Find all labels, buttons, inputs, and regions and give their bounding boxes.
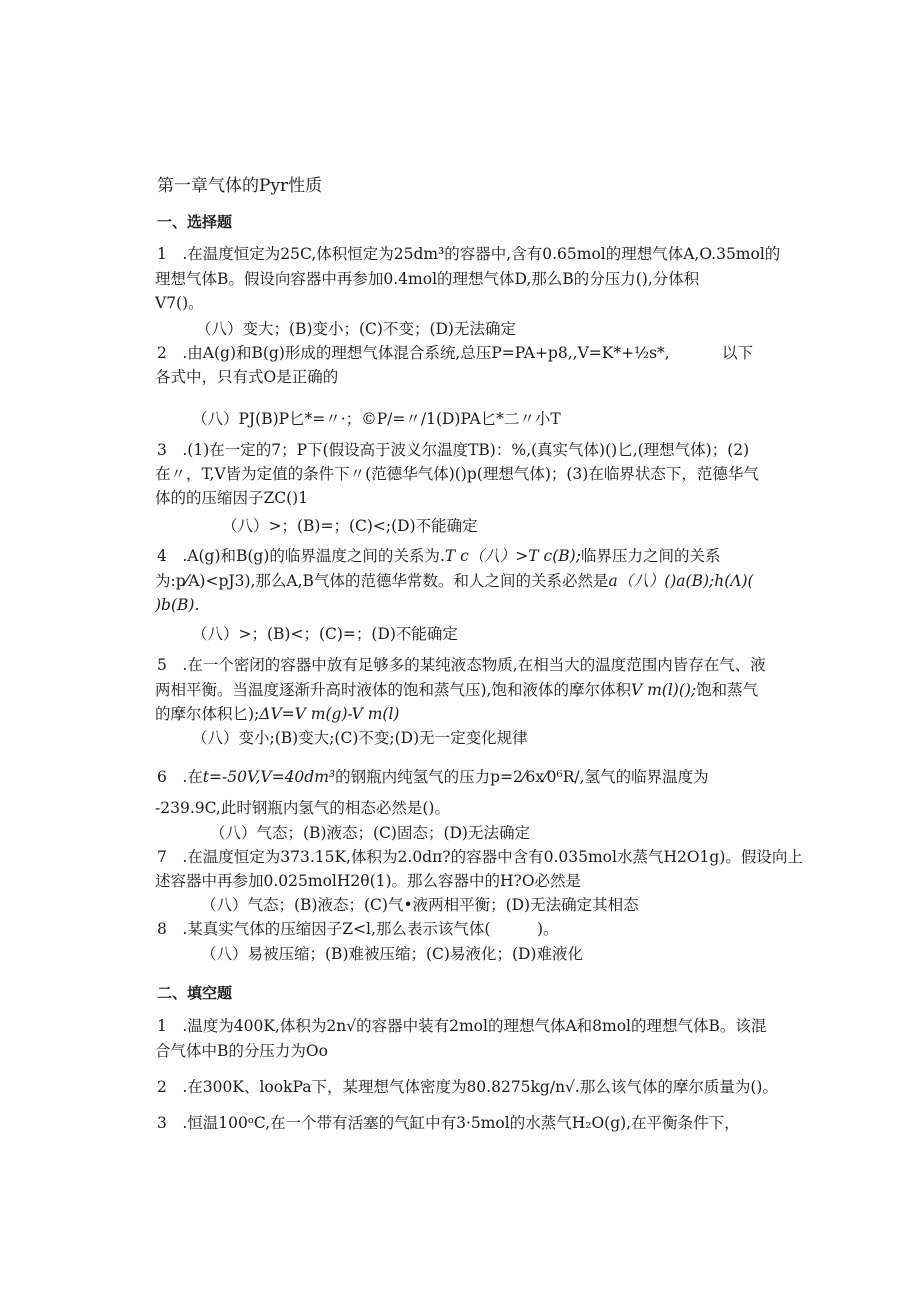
question-3-line-2: 在〃，T,V皆为定值的条件下〃(范德华气体)()p(理想气体)；(3)在临界状态下，范德华气 — [155, 465, 759, 483]
question-5-text-a: 两相平衡。当温度逐渐升高时液体的饱和蒸气压),饱和液体的摩尔体积 — [155, 681, 631, 699]
question-3-line-3: 体的的压缩因子ZC()1 — [155, 489, 309, 507]
question-6-formula-tv: t=-50V,V=40dm³ — [202, 768, 336, 786]
question-2-line-1-tail: 以下 — [722, 344, 754, 362]
question-5-line-3 — [155, 704, 399, 724]
question-7-options: （八）气态；(B)液态；(C)气•液两相平衡；(D)无法确定其相态 — [201, 896, 639, 914]
question-6-line-2: -239.9C,此时钢瓶内氢气的相态必然是()。 — [155, 799, 450, 817]
question-6-text-a: 6 .在 — [157, 768, 203, 786]
fill-question-3-line-1: 3 .恒温100ᵒC,在一个带有活塞的气缸中有3·5mol的水蒸气H₂O(g),在平衡条件下， — [157, 1114, 740, 1132]
fill-question-1-line-2: 合气体中B的分压力为Oo — [155, 1042, 328, 1060]
question-6-line-1 — [157, 767, 709, 787]
question-6-options: （八）气态；(B)液态；(C)固态；(D)无法确定 — [210, 824, 530, 842]
question-4-formula-tc: T c（八）>T c(B); — [444, 547, 581, 565]
question-1-line-2: 理想气体B。假设向容器中再参加0.4mol的理想气体D,那么B的分压力(),分体积 — [155, 270, 700, 288]
question-5-line-1: 5 .在一个密闭的容器中放有足够多的某纯液态物质,在相当大的温度范围内皆存在气、液 — [157, 656, 766, 674]
question-3-options: （八）>；(B)=；(C)<;(D)不能确定 — [222, 517, 478, 535]
question-1-line-3: V7()。 — [155, 294, 204, 312]
question-4-text-a: 4 .A(g)和B(g)的临界温度之间的关系为. — [157, 547, 445, 565]
question-2-line-1: 2 .由A(g)和B(g)形成的理想气体混合系统,总压P=PA+p8,,V=K*+½s*, — [157, 344, 670, 362]
question-4-text-b: 临界压力之间的关系 — [580, 547, 721, 565]
question-8-line-1: 8 .某真实气体的压缩因子Z<l,那么表示该气体( )。 — [157, 920, 559, 938]
question-1-line-1: 1 .在温度恒定为25C,体积恒定为25dm³的容器中,含有0.65mol的理想气体A,O.35mol的 — [157, 245, 781, 263]
question-5-line-2 — [155, 680, 758, 700]
question-4-line-1 — [157, 546, 720, 566]
question-5-formula-vml: V m(l)(); — [630, 681, 697, 699]
question-5-text-c: 的摩尔体积匕); — [155, 705, 260, 723]
question-4-formula-ab: a（八）()a(B);h(Λ)( — [608, 572, 754, 590]
question-4-options: （八）>；(B)<；(C)=；(D)不能确定 — [192, 625, 458, 643]
question-2-options: （八）PJ(B)P匕*=〃·；©P/=〃/1(D)PA匕*二〃小T — [192, 410, 561, 428]
fill-question-2-line-1: 2 .在300K、lookPa下，某理想气体密度为80.8275kg∕n√.那么该气体的摩尔质量为()。 — [157, 1078, 778, 1096]
question-1-options: （八）变大；(B)变小；(C)不变；(D)无法确定 — [196, 320, 516, 338]
question-7-line-1: 7 .在温度恒定为373.15K,体积为2.0dπ?的容器中含有0.035mol水蒸气H2O1g)。假设向上 — [157, 848, 803, 866]
question-4-line-2 — [155, 571, 754, 591]
section-heading-fill: 二、填空题 — [157, 984, 233, 1002]
chapter-title: 第一章气体的Pyr性质 — [157, 176, 323, 196]
question-5-text-b: 饱和蒸气 — [696, 681, 759, 699]
question-7-line-2: 述容器中再参加0.025molH2θ(1)。那么容器中的H?O必然是 — [155, 872, 582, 890]
question-5-formula-dv: ΔV=V m(g)-V m(l) — [259, 705, 400, 723]
question-4-text-c: 为:p⁄A)<pJ3),那么A,B气体的范德华常数。和人之间的关系必然是 — [155, 572, 609, 590]
question-2-line-2: 各式中，只有式O是正确的 — [155, 368, 339, 386]
question-6-text-b: 的钢瓶内纯氢气的压力p=2⁄6x⁄0⁶R/,氢气的临界温度为 — [335, 768, 709, 786]
question-3-line-1: 3 .(1)在一定的7；P下(假设高于波义尔温度TB)：%,(真实气体)()匕,(理想气体)；(2) — [157, 441, 750, 459]
section-heading-choice: 一、选择题 — [157, 213, 233, 231]
question-5-options: （八）变小;(B)变大;(C)不变;(D)无一定变化规律 — [192, 729, 528, 747]
question-4-line-3: )b(B). — [155, 596, 200, 614]
fill-question-1-line-1: 1 .温度为400K,体积为2n√的容器中装有2mol的理想气体A和8mol的理想气体B。该混 — [157, 1017, 767, 1035]
question-8-options: （八）易被压缩；(B)难被压缩；(C)易液化；(D)难液化 — [201, 945, 583, 963]
